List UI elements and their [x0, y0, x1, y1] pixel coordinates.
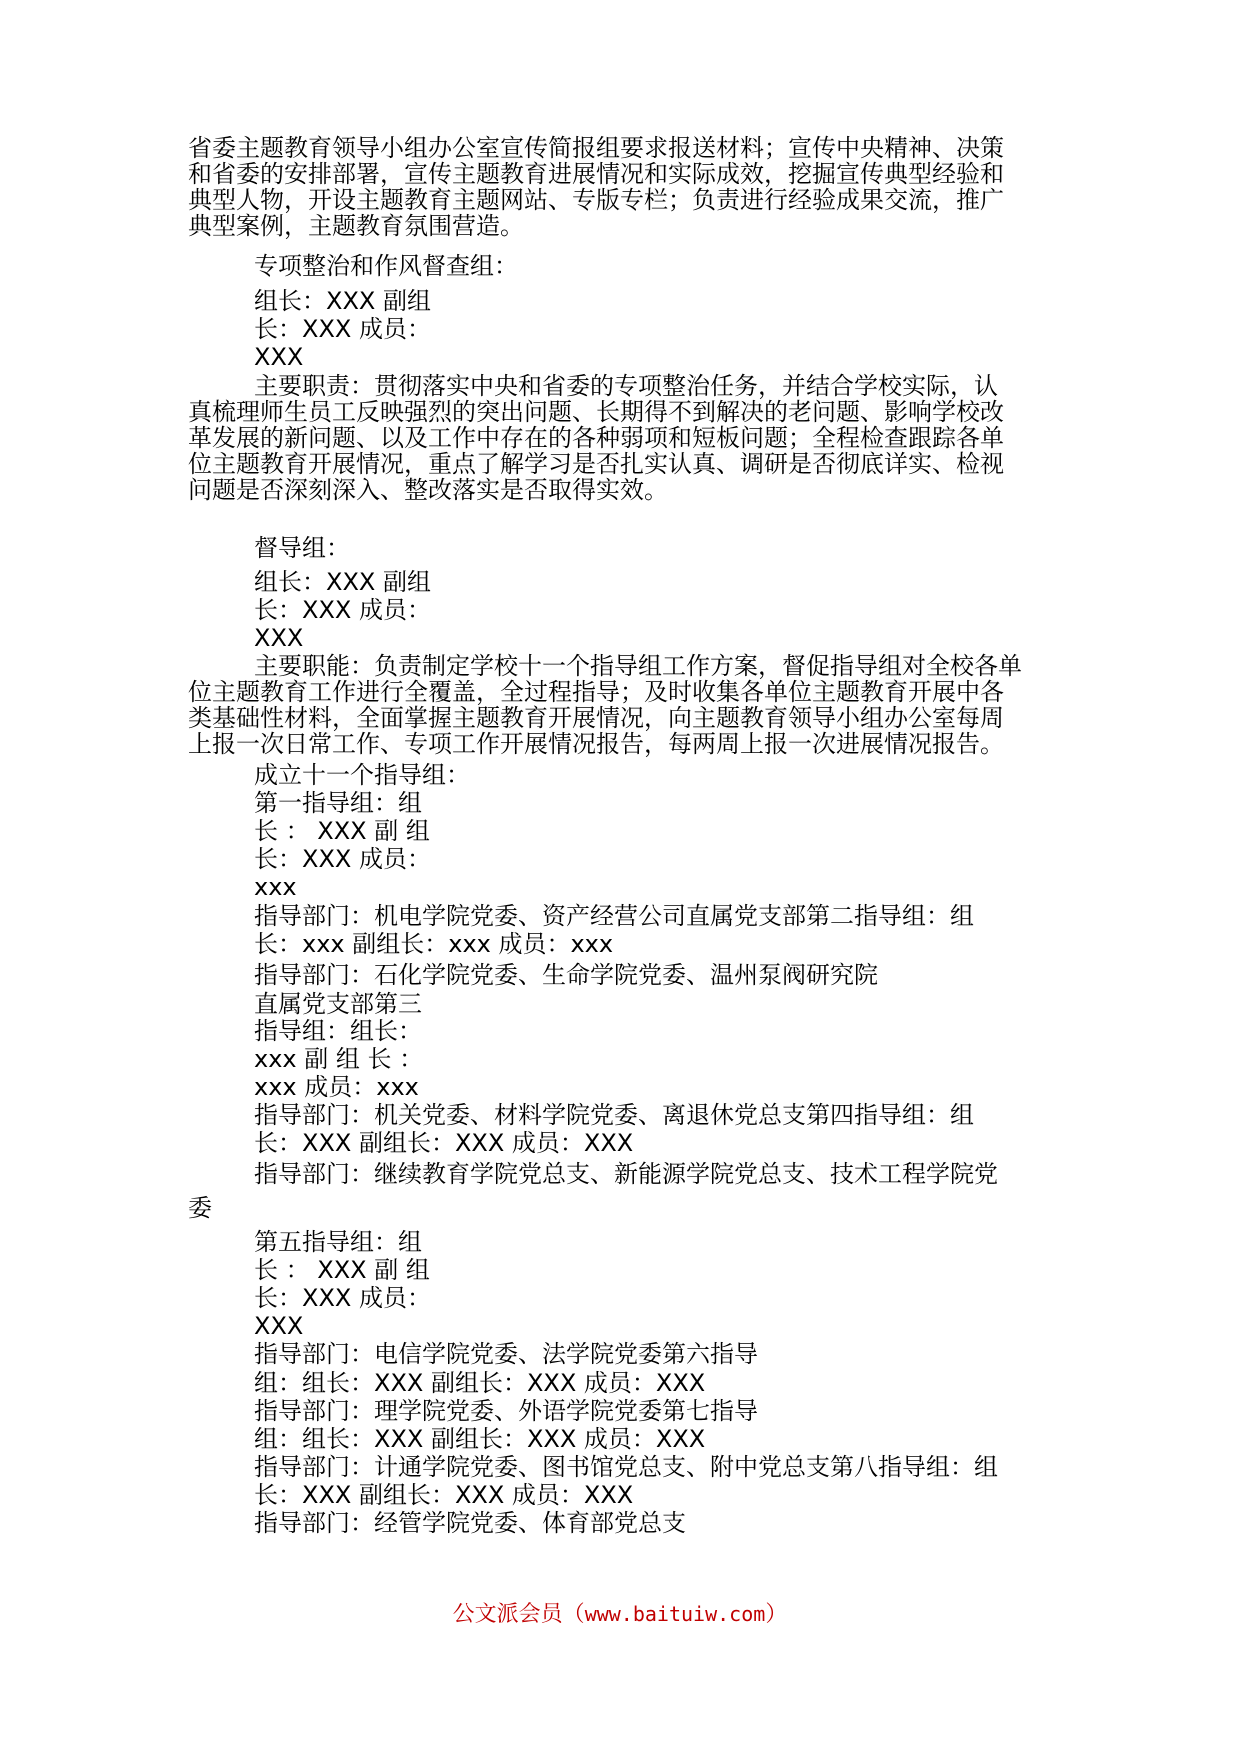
text-line: 组：组长：XXX 副组长：XXX 成员：XXX	[254, 1369, 706, 1397]
section-heading: 成立十一个指导组：	[254, 761, 470, 789]
text-line: 位主题教育工作进行全覆盖，全过程指导；及时收集各单位主题教育开展中各	[188, 678, 1004, 706]
text-line: 指导部门：继续教育学院党总支、新能源学院党总支、技术工程学院党	[254, 1160, 998, 1188]
text-line: xxx	[254, 873, 297, 901]
section-heading: 督导组：	[254, 534, 350, 562]
text-line: 指导组：组长：	[254, 1017, 422, 1045]
text-line: 指导部门：机电学院党委、资产经营公司直属党支部第二指导组：组	[254, 902, 974, 930]
text-line: 类基础性材料，全面掌握主题教育开展情况，向主题教育领导小组办公室每周	[188, 704, 1004, 732]
text-line: 组长：XXX 副组	[254, 287, 431, 315]
text-line: 长：XXX 副组长：XXX 成员：XXX	[254, 1481, 634, 1509]
text-line: 典型案例，主题教育氛围营造。	[188, 212, 524, 240]
text-line: 长：XXX 成员：	[254, 596, 431, 624]
text-line: 省委主题教育领导小组办公室宣传简报组要求报送材料；宣传中央精神、决策	[188, 134, 1004, 162]
text-line: 革发展的新问题、以及工作中存在的各种弱项和短板问题；全程检查跟踪各单	[188, 424, 1004, 452]
text-line: 主要职责：贯彻落实中央和省委的专项整治任务，并结合学校实际，认	[254, 372, 998, 400]
text-line: 指导部门：电信学院党委、法学院党委第六指导	[254, 1340, 758, 1368]
text-line: 指导部门：理学院党委、外语学院党委第七指导	[254, 1397, 758, 1425]
text-line: 和省委的安排部署，宣传主题教育进展情况和实际成效，挖掘宣传典型经验和	[188, 160, 1004, 188]
text-line: xxx 成员：xxx	[254, 1073, 419, 1101]
text-line: XXX	[254, 1312, 304, 1340]
text-line: 位主题教育开展情况，重点了解学习是否扎实认真、调研是否彻底详实、检视	[188, 450, 1004, 478]
text-line: xxx 副 组 长 ：	[254, 1045, 424, 1073]
text-line: 上报一次日常工作、专项工作开展情况报告，每两周上报一次进展情况报告。	[188, 730, 1004, 758]
text-line: 长：XXX 成员：	[254, 845, 431, 873]
text-line: 主要职能：负责制定学校十一个指导组工作方案，督促指导组对全校各单	[254, 652, 1022, 680]
text-line: 长：xxx 副组长：xxx 成员：xxx	[254, 930, 614, 958]
text-line: 长：XXX 副组长：XXX 成员：XXX	[254, 1129, 634, 1157]
text-line: 真梳理师生员工反映强烈的突出问题、长期得不到解决的老问题、影响学校改	[188, 398, 1004, 426]
text-line: XXX	[254, 343, 304, 371]
text-line: XXX	[254, 624, 304, 652]
section-heading: 专项整治和作风督查组：	[254, 252, 518, 280]
text-line: 组长：XXX 副组	[254, 568, 431, 596]
text-line: 指导部门：石化学院党委、生命学院党委、温州泵阀研究院	[254, 961, 878, 989]
text-line: 第五指导组：组	[254, 1228, 422, 1256]
footer-url: www.baituiw.com	[584, 1602, 766, 1626]
text-line: 指导部门：机关党委、材料学院党委、离退休党总支第四指导组：组	[254, 1101, 974, 1129]
text-line: 指导部门：计通学院党委、图书馆党总支、附中党总支第八指导组：组	[254, 1453, 998, 1481]
text-line: 第一指导组：组	[254, 789, 422, 817]
text-line: 长：XXX 成员：	[254, 315, 431, 343]
text-line: 组：组长：XXX 副组长：XXX 成员：XXX	[254, 1425, 706, 1453]
footer-watermark	[0, 1597, 1240, 1628]
text-line: 长 ： XXX 副 组	[254, 1256, 430, 1284]
text-line: 指导部门：经管学院党委、体育部党总支	[254, 1509, 686, 1537]
text-line: 典型人物，开设主题教育主题网站、专版专栏；负责进行经验成果交流，推广	[188, 186, 1004, 214]
footer-label: 公文派会员（	[452, 1602, 585, 1627]
text-line: 长：XXX 成员：	[254, 1284, 431, 1312]
text-line: 问题是否深刻深入、整改落实是否取得实效。	[188, 476, 668, 504]
text-line: 委	[188, 1194, 212, 1222]
text-line: 直属党支部第三	[254, 990, 422, 1018]
footer-close: ）	[765, 1602, 788, 1627]
text-line: 长 ： XXX 副 组	[254, 817, 430, 845]
